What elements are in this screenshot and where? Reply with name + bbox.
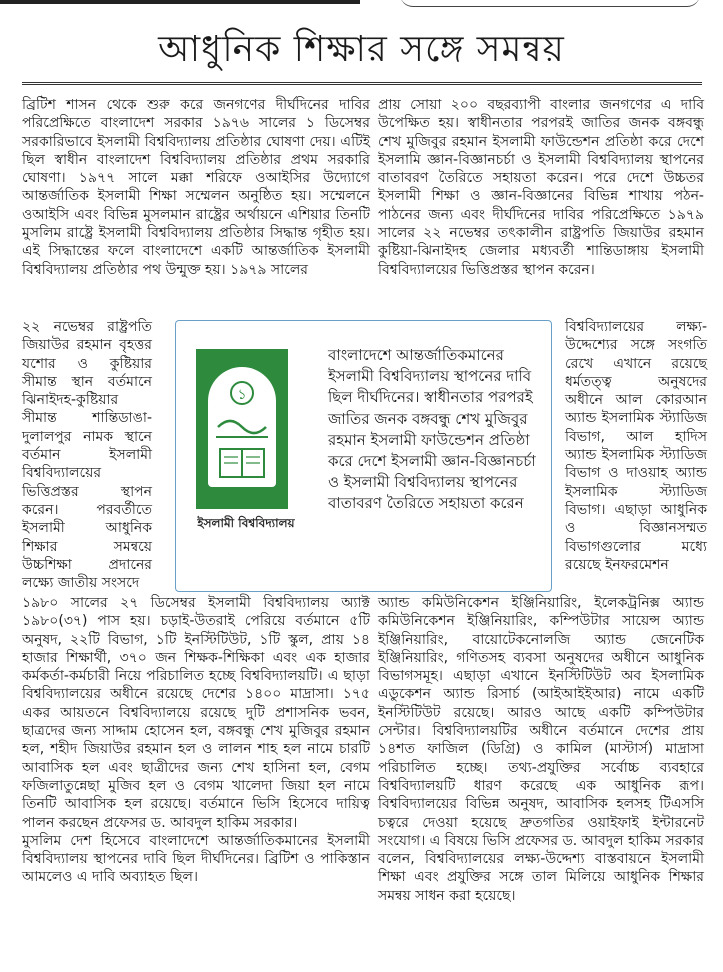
university-logo	[186, 349, 301, 539]
paragraph: অ্যান্ড কমিউনিকেশন ইঞ্জিনিয়ারিং, ইলেকট্রনিক্স অ্যান্ড কমিউনিকেশন ইঞ্জিনিয়ারিং, কম্পিউটার সায়েন্স অ্যান্ড ইঞ্জিনিয়ারিং, বায়োটেকনোলজি অ্যান্ড জেনেটিক ইঞ্জিনিয়ারিং, গণিতসহ ব্যবসা অনুষদের অধীনে আধুনিক বিভাগসমূহ। এছাড়া এখানে ইনস্টিটিউট অব ইসলামিক এডুকেশন অ্যান্ড রিসার্চ (আইআইইআর) নামে একটি ইনস্টিটিউট রয়েছে। আরও আছে একটি কম্পিউটার সেন্টার। বিশ্ববিদ্যালয়টির অধীনে বর্তমানে দেশের প্রায় ১৪শত ফাজিল (ডিগ্রি) ও কামিল (মাস্টার্স) মাদ্রাসা পরিচালিত হচ্ছে। তথ্য-প্রযুক্তির সর্বোচ্চ ব্যবহারে বিশ্ববিদ্যালয়টি ধারণ করেছে এক আধুনিক রূপ। বিশ্ববিদ্যালয়ের বিভিন্ন অনুষদ, আবাসিক হলসহ টিএসসি চত্বরে দেওয়া হয়েছে দ্রুতগতির ওয়াইফাই ইন্টারনেট সংযোগ। এ বিষয়ে ভিসি প্রফেসর ড. আবদুল হাকিম সরকার বলেন, বিশ্ববিদ্যালয়ের লক্ষ্য-উদ্দেশ্য বাস্তবায়নে ইসলামী শিক্ষা এবং প্রযুক্তির সঙ্গে তাল মিলিয়ে আধুনিক শিক্ষার সমন্বয় সাধন করা হয়েছে।	[378, 595, 704, 904]
pull-quote-box	[175, 320, 552, 592]
column-right-narrow	[565, 318, 707, 574]
paragraph: ব্রিটিশ শাসন থেকে শুরু করে জনগণের দীর্ঘদিনের দাবির পরিপ্রেক্ষিতে বাংলাদেশ সরকার ১৯৭৬ সালের ১ ডিসেম্বর সরকারিভাবে ইসলামী বিশ্ববিদ্যালয় প্রতিষ্ঠার ঘোষণা দেয়। এটিই ছিল স্বাধীন বাংলাদেশ বিশ্ববিদ্যালয় প্রতিষ্ঠার প্রথম সরকারি ঘোষণা। ১৯৭৭ সালে মক্কা শরিফে ওআইসির উদ্যোগে আন্তর্জাতিক ইসলামী শিক্ষা সম্মেলন অনুষ্ঠিত হয়। সম্মেলনে ওআইসি এবং বিভিন্ন মুসলমান রাষ্ট্রের অর্থায়নে এশিয়ার তিনটি মুসলিম রাষ্ট্রে ইসলামী বিশ্ববিদ্যালয় প্রতিষ্ঠার সিদ্ধান্ত গৃহীত হয়। এই সিদ্ধান্তের ফলে বাংলাদেশে একটি আন্তর্জাতিক ইসলামী বিশ্ববিদ্যালয় প্রতিষ্ঠার পথ উন্মুক্ত হয়। ১৯৭৯ সালের	[22, 97, 370, 278]
column-1-bottom	[22, 594, 370, 887]
logo-numeral: ১	[237, 387, 247, 403]
article-title: আধুনিক শিক্ষার সঙ্গে সমন্বয়	[158, 29, 565, 70]
logo-caption: ইসলামী বিশ্ববিদ্যালয়	[197, 516, 295, 530]
column-2-top	[378, 96, 704, 279]
pull-quote-text	[328, 345, 543, 515]
column-1-top	[22, 96, 370, 279]
paragraph: ২২ নভেম্বর রাষ্ট্রপতি জিয়াউর রহমান বৃহত্তর যশোর ও কুষ্টিয়ার সীমান্ত স্থান বর্তমানে ঝিনাইদহ-কুষ্টিয়ার সীমান্ত শান্তিডাঙা-দুলালপুর নামক স্থানে বর্তমান ইসলামী বিশ্ববিদ্যালয়ের ভিত্তিপ্রস্তর স্থাপন করেন। পরবর্তীতে ইসলামী আধুনিক শিক্ষার সমন্বয়ে উচ্চশিক্ষা প্রদানের লক্ষ্যে জাতীয় সংসদে	[22, 319, 152, 592]
paragraph: বিশ্ববিদ্যালয়ের লক্ষ্য-উদ্দেশ্যের সঙ্গে সংগতি রেখে এখানে রয়েছে ধর্মতত্ত্ব অনুষদের অধীনে আল কোরআন অ্যান্ড ইসলামিক স্ট্যাডিজ বিভাগ, আল হাদিস অ্যান্ড ইসলামিক স্ট্যাডিজ বিভাগ ও দাওয়াহ অ্যান্ড ইসলামিক স্ট্যাডিজ বিভাগ। এছাড়া আধুনিক ও বিজ্ঞানসম্মত বিভাগগুলোর মধ্যে রয়েছে ইনফরমেশন	[565, 319, 707, 573]
column-2-bottom	[378, 594, 704, 905]
paragraph: মুসলিম দেশ হিসেবে বাংলাদেশে আন্তর্জাতিকমানের ইসলামী বিশ্ববিদ্যালয় স্থাপনের দাবি ছিল দীর্ঘদিনের। ব্রিটিশ ও পাকিস্তান আমলেও এ দাবি অব্যাহত ছিল।	[22, 832, 370, 886]
paragraph: ১৯৮০ সালের ২৭ ডিসেম্বর ইসলামী বিশ্ববিদ্যালয় অ্যাক্ট ১৯৮০(৩৭) পাস হয়। চড়াই-উতরাই পেরিয়ে বর্তমানে ৫টি অনুষদ, ২২টি বিভাগ, ১টি ইনস্টিটিউট, ১টি স্কুল, প্রায় ১৪ হাজার শিক্ষার্থী, ৩৭০ জন শিক্ষক-শিক্ষিকা এবং এক হাজার কর্মকর্তা-কর্মচারী নিয়ে পরিচালিত হচ্ছে বিশ্ববিদ্যালয়টি। এ ছাড়া বিশ্ববিদ্যালয়ের অধীনে রয়েছে দেশের ১৪০০ মাদ্রাসা। ১৭৫ একর আয়তনে বিশ্ববিদ্যালয়ে রয়েছে দুটি প্রশাসনিক ভবন, ছাত্রদের জন্য সাদ্দাম হোসেন হল, বঙ্গবন্ধু শেখ মুজিবুর রহমান হল, শহীদ জিয়াউর রহমান হল ও লালন শাহ হল নামে চারটি আবাসিক হল এবং ছাত্রীদের জন্য শেখ হাসিনা হল, বেগম ফজিলাতুন্নেছা মুজিব হল ও বেগম খালেদা জিয়া হল নামে তিনটি আবাসিক হল রয়েছে। বর্তমানে ভিসি হিসেবে দায়িত্ব পালন করছেন প্রফেসর ড. আবদুল হাকিম সরকার।	[22, 595, 370, 831]
column-left-narrow	[22, 318, 152, 592]
title-divider	[22, 82, 702, 85]
top-decoration	[0, 0, 723, 10]
paragraph: বাংলাদেশে আন্তর্জাতিকমানের ইসলামী বিশ্ববিদ্যালয় স্থাপনের দাবি ছিল দীর্ঘদিনের। স্বাধীনতার পরপরই জাতির জনক বঙ্গবন্ধু শেখ মুজিবুর রহমান ইসলামী ফাউন্ডেশন প্রতিষ্ঠা করে দেশে ইসলামী জ্ঞান-বিজ্ঞানচর্চা ও ইসলামী বিশ্ববিদ্যালয় স্থাপনের বাতাবরণ তৈরিতে সহায়তা করেন	[328, 346, 536, 513]
logo-emblem-icon	[186, 349, 301, 509]
paragraph: প্রায় সোয়া ২০০ বছরব্যাপী বাংলার জনগণের এ দাবি উপেক্ষিত হয়। স্বাধীনতার পরপরই জাতির জনক বঙ্গবন্ধু শেখ মুজিবুর রহমান ইসলামী ফাউন্ডেশন প্রতিষ্ঠা করে দেশে ইসলামি জ্ঞান-বিজ্ঞানচর্চা ও ইসলামী বিশ্ববিদ্যালয় স্থাপনের বাতাবরণ তৈরিতে সহায়তা করেন। পরে দেশে উচ্চতর ইসলামী শিক্ষা ও জ্ঞান-বিজ্ঞানের বিভিন্ন শাখায় পঠন-পাঠনের জন্য এবং দীর্ঘদিনের দাবির পরিপ্রেক্ষিতে ১৯৭৯ সালের ২২ নভেম্বর তৎকালীন রাষ্ট্রপতি জিয়াউর রহমান কুষ্টিয়া-ঝিনাইদহ জেলার মধ্যবর্তী শান্তিডাঙ্গায় ইসলামী বিশ্ববিদ্যালয়ের ভিত্তিপ্রস্তর স্থাপন করেন।	[378, 97, 704, 278]
